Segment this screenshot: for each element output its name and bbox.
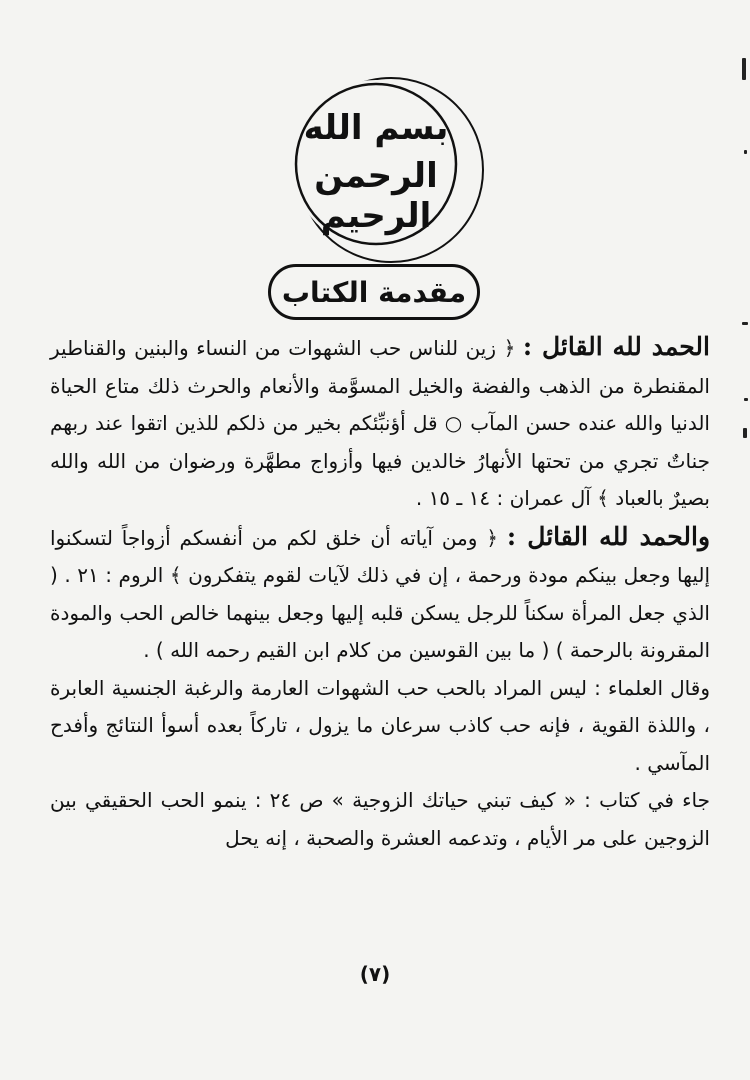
paragraph-4-text: جاء في كتاب : « كيف تبني حياتك الزوجية » ص ٢٤ : ينمو الحب الحقيقي بين الزوجين على مر الأيام ، وتدعمه العشرة والصحبة ، إنه يحل (50, 788, 711, 850)
basmala-seal (276, 72, 496, 272)
paragraph-1-text: ﴿ زين للناس حب الشهوات من النساء والبنين والقناطير المقنطرة من الذهب والفضة والخيل المسوَّمة والأنعام والحرث ذلك متاع الحياة الدنيا والله عنده حسن المآب ○ قل أؤنبِّئكم بخير من ذلكم للذين اتقوا عند ربهم جناتٌ تجري من تحتها الأنهارُ خالدين فيها وأزواج مطهَّرة ورضوان من الله والله بصيرٌ بالعباد ﴾ آل عمران : ١٤ ـ ١٥ . (50, 336, 710, 510)
paragraph-2-text: ﴿ ومن آياته أن خلق لكم من أنفسكم أزواجاً لتسكنوا إليها وجعل بينكم مودة ورحمة ، إن في ذلك لآيات لقوم يتفكرون ﴾ الروم : ٢١ . ( الذي جعل المرأة سكناً للرجل يسكن قلبه إليها وجعل بينهما خالص الحب والمودة المقرونة بالرحمة ) ( ما بين القوسين من كلام ابن القيم رحمه الله ) . (50, 525, 711, 662)
paragraph-2 (50, 518, 710, 670)
basmala-line-2: الرحمن الرحيم (314, 156, 438, 236)
paragraph-3 (50, 670, 710, 783)
paragraph-2-lead: والحمد لله القائل : (506, 521, 711, 551)
body-text (50, 328, 710, 857)
paragraph-1 (50, 328, 710, 518)
basmala-line-1: بسم الله (303, 108, 449, 148)
chapter-title-text: مقدمة الكتاب (281, 275, 467, 309)
scan-mark (742, 322, 748, 325)
paragraph-4 (50, 782, 710, 857)
scan-mark (744, 150, 747, 154)
chapter-title (268, 264, 480, 320)
page-number: (٧) (359, 962, 391, 986)
paragraph-1-lead: الحمد لله القائل : (522, 332, 710, 361)
scan-mark (744, 398, 748, 401)
paragraph-3-text: وقال العلماء : ليس المراد بالحب حب الشهوات العارمة والرغبة الجنسية العابرة ، واللذة القوية ، فإنه حب كاذب سرعان ما يزول ، تاركاً بعده أسوأ النتائج وأفدح المآسي . (50, 675, 710, 775)
scan-mark (742, 58, 746, 80)
scan-mark (743, 428, 747, 438)
